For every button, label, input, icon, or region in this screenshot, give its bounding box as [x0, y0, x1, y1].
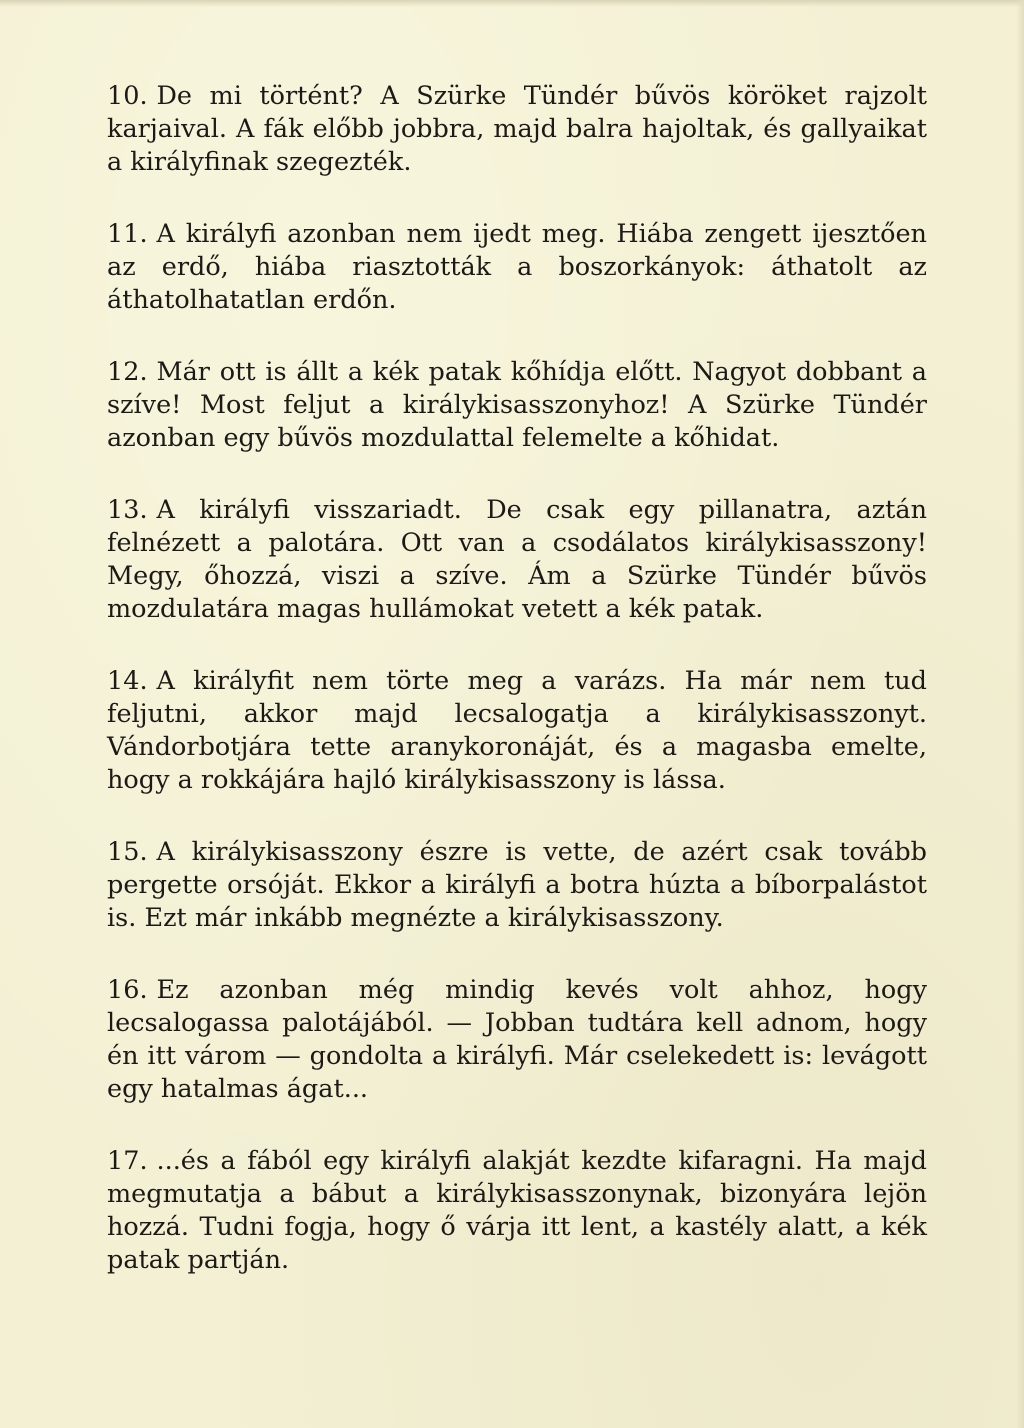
paragraph-number: 15. [107, 837, 148, 867]
paragraph-text: ...és a fából egy királyfi alakját kezdte kifaragni. Ha majd megmutatja a bábut a királykisasszonynak, bizonyára lejön hozzá. Tudni fogja, hogy ő várja itt lent, a kastély alatt, a kék patak partján. [107, 1146, 927, 1275]
paragraph-number: 12. [107, 357, 148, 387]
paragraph-text: Már ott is állt a kék patak kőhídja előtt. Nagyot dobbant a szíve! Most feljut a királykisasszonyhoz! A Szürke Tündér azonban egy bűvös mozdulattal felemelte a kőhidat. [107, 357, 927, 453]
paragraph-12 [107, 356, 927, 455]
paragraph-number: 13. [107, 495, 148, 525]
paragraph-text: De mi történt? A Szürke Tündér bűvös köröket rajzolt karjaival. A fák előbb jobbra, majd balra hajoltak, és gallyaikat a királyfinak szegezték. [107, 81, 927, 177]
paragraph-14 [107, 665, 927, 797]
page-top-edge [0, 0, 1024, 7]
paragraph-text: A királykisasszony észre is vette, de azért csak tovább pergette orsóját. Ekkor a királyfi a botra húzta a bíborpalástot is. Ezt már inkább megnézte a királykisasszony. [107, 837, 927, 933]
paragraph-number: 17. [107, 1146, 148, 1176]
paragraph-text: Ez azonban még mindig kevés volt ahhoz, hogy lecsalogassa palotájából. — Jobban tudtára kell adnom, hogy én itt várom — gondolta a királyfi. Már cselekedett is: levágott egy hatalmas ágat... [107, 975, 927, 1104]
paragraph-number: 11. [107, 219, 148, 249]
paragraph-number: 14. [107, 666, 148, 696]
paragraph-number: 16. [107, 975, 148, 1005]
paragraph-17 [107, 1145, 927, 1277]
paragraph-13 [107, 494, 927, 626]
paragraph-16 [107, 974, 927, 1106]
paragraph-15 [107, 836, 927, 935]
story-text [107, 80, 927, 1316]
paragraph-11 [107, 218, 927, 317]
paragraph-number: 10. [107, 81, 148, 111]
page-right-edge [1016, 0, 1024, 1428]
paragraph-text: A királyfit nem törte meg a varázs. Ha már nem tud feljutni, akkor majd lecsalogatja a királykisasszonyt. Vándorbotjára tette aranykoronáját, és a magasba emelte, hogy a rokkájára hajló királykisasszony is lássa. [107, 666, 927, 795]
paragraph-text: A királyfi visszariadt. De csak egy pillanatra, aztán felnézett a palotára. Ott van a csodálatos királykisasszony! Megy, őhozzá, viszi a szíve. Ám a Szürke Tündér bűvös mozdulatára magas hullámokat vetett a kék patak. [107, 495, 927, 624]
paragraph-10 [107, 80, 927, 179]
paragraph-text: A királyfi azonban nem ijedt meg. Hiába zengett ijesztően az erdő, hiába riasztották a boszorkányok: áthatolt az áthatolhatatlan erdőn. [107, 219, 927, 315]
